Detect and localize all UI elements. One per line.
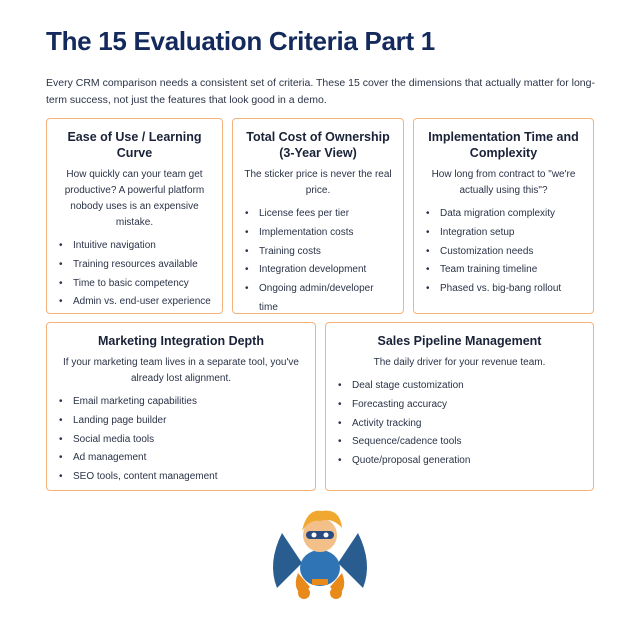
page-title: The 15 Evaluation Criteria Part 1 [46, 26, 435, 56]
superhero-mascot-illustration [262, 503, 378, 603]
list-item: • Admin vs. end-user experience [57, 293, 212, 312]
card-description: The daily driver for your revenue team. [373, 357, 546, 368]
card-list [57, 237, 212, 312]
criteria-card-ease-of-use [46, 118, 223, 314]
criteria-card-marketing-integration [46, 322, 316, 491]
list-item: • Email marketing capabilities [57, 393, 305, 412]
intro-text: Every CRM comparison needs a consistent set of criteria. These 15 cover the dimensions that actually matter for long-term success, not just the features that look good in a demo. [46, 77, 595, 106]
card-list [57, 393, 305, 487]
list-item: • Integration development [243, 261, 393, 280]
list-item: • Forecasting accuracy [336, 396, 583, 415]
criteria-card-total-cost [232, 118, 404, 314]
list-item: • Activity tracking [336, 415, 583, 434]
list-item: • Ongoing admin/developer time [243, 280, 393, 318]
card-list [424, 205, 583, 299]
list-item: • SEO tools, content management [57, 468, 305, 487]
card-title: Sales Pipeline Management [377, 334, 542, 348]
card-title: Total Cost of Ownership (3-Year View) [246, 130, 390, 160]
card-title: Marketing Integration Depth [98, 334, 264, 348]
list-item: • Time to basic competency [57, 275, 212, 294]
list-item: • Customization needs [424, 243, 583, 262]
list-item: • Implementation costs [243, 224, 393, 243]
list-item: • Phased vs. big-bang rollout [424, 280, 583, 299]
list-item: • Team training timeline [424, 261, 583, 280]
list-item: • Social media tools [57, 431, 305, 450]
card-description: How quickly can your team get productive? A powerful platform nobody uses is an expensive mistake. [64, 169, 205, 228]
list-item: • Ad management [57, 449, 305, 468]
list-item: • Landing page builder [57, 412, 305, 431]
list-item: • Training costs [243, 243, 393, 262]
card-description: If your marketing team lives in a separate tool, you've already lost alignment. [63, 357, 299, 384]
list-item: • Quote/proposal generation [336, 452, 583, 471]
list-item: • Training resources available [57, 256, 212, 275]
card-description: The sticker price is never the real price. [244, 169, 392, 196]
card-list [336, 377, 583, 471]
list-item: • Integration setup [424, 224, 583, 243]
criteria-card-implementation [413, 118, 594, 314]
list-item: • Sequence/cadence tools [336, 433, 583, 452]
list-item: • Data migration complexity [424, 205, 583, 224]
list-item: • Intuitive navigation [57, 237, 212, 256]
card-list [243, 205, 393, 318]
list-item: • Deal stage customization [336, 377, 583, 396]
criteria-card-sales-pipeline [325, 322, 594, 491]
card-description: How long from contract to "we're actually using this"? [431, 169, 576, 196]
card-title: Ease of Use / Learning Curve [67, 130, 202, 160]
card-title: Implementation Time and Complexity [428, 130, 579, 160]
list-item: • License fees per tier [243, 205, 393, 224]
